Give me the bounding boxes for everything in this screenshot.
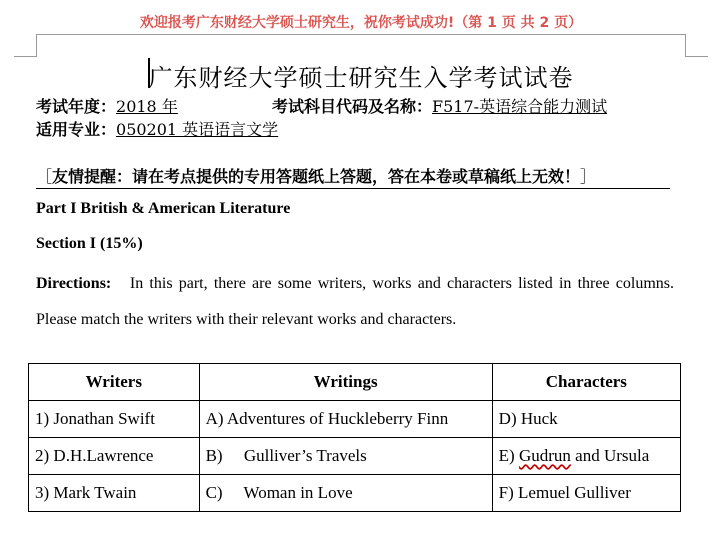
- table-row: [29, 475, 681, 512]
- header-writers: Writers: [29, 364, 200, 401]
- character-cell: D) Huck: [492, 401, 680, 438]
- page-banner: 欢迎报考广东财经大学硕士研究生，祝你考试成功!（第 1 页 共 2 页）: [139, 15, 583, 31]
- header-characters: Characters: [492, 364, 680, 401]
- major-label: 适用专业：: [36, 120, 117, 139]
- exam-year: [36, 94, 178, 117]
- spellcheck-word: Gudrun: [518, 446, 571, 465]
- exam-year-value: 2018 年: [116, 97, 178, 116]
- writer-cell: 1) Jonathan Swift: [29, 401, 200, 438]
- writer-cell: 3) Mark Twain: [29, 475, 200, 512]
- writer-cell: 2) D.H.Lawrence: [29, 438, 200, 475]
- exam-reminder: [36, 164, 670, 189]
- reminder-close-bracket: ］: [580, 167, 597, 186]
- subject-code-value: F517-英语综合能力测试: [432, 97, 608, 116]
- work-cell: A) Adventures of Huckleberry Finn: [199, 401, 492, 438]
- major: [36, 117, 278, 140]
- part-heading: Part I British & American Literature: [36, 200, 291, 217]
- matching-table: [28, 363, 681, 512]
- section-heading: Section I (15%): [36, 235, 143, 252]
- subject-code-label: 考试科目代码及名称：: [272, 97, 433, 116]
- reminder-open-bracket: ［: [36, 167, 53, 186]
- subject-code: [272, 94, 607, 117]
- character-cell: F) Lemuel Gulliver: [492, 475, 680, 512]
- header-writings: Writings: [199, 364, 492, 401]
- table-row: [29, 438, 681, 475]
- reminder-text: 友情提醒：请在考点提供的专用答题纸上答题，答在本卷或草稿纸上无效！: [52, 167, 581, 186]
- directions: [36, 266, 674, 338]
- exam-title: 广东财经大学硕士研究生入学考试试卷: [148, 64, 574, 92]
- margin-corner-left: [14, 34, 37, 57]
- directions-text: In this part, there are some writers, works and characters listed in three columns. Please match the writers with their relevant works and characters.: [36, 275, 675, 328]
- table-row: [29, 401, 681, 438]
- margin-corner-right: [685, 34, 708, 57]
- work-cell: C) Woman in Love: [199, 475, 492, 512]
- header-rule: [36, 34, 686, 35]
- major-value: 050201 英语语言文学: [116, 120, 279, 139]
- exam-year-label: 考试年度：: [36, 97, 117, 116]
- table-header-row: [29, 364, 681, 401]
- work-cell: B) Gulliver’s Travels: [199, 438, 492, 475]
- character-prefix: E): [498, 446, 519, 465]
- character-cell: [492, 438, 680, 475]
- character-suffix: and Ursula: [570, 446, 650, 465]
- directions-label: Directions:: [36, 275, 112, 292]
